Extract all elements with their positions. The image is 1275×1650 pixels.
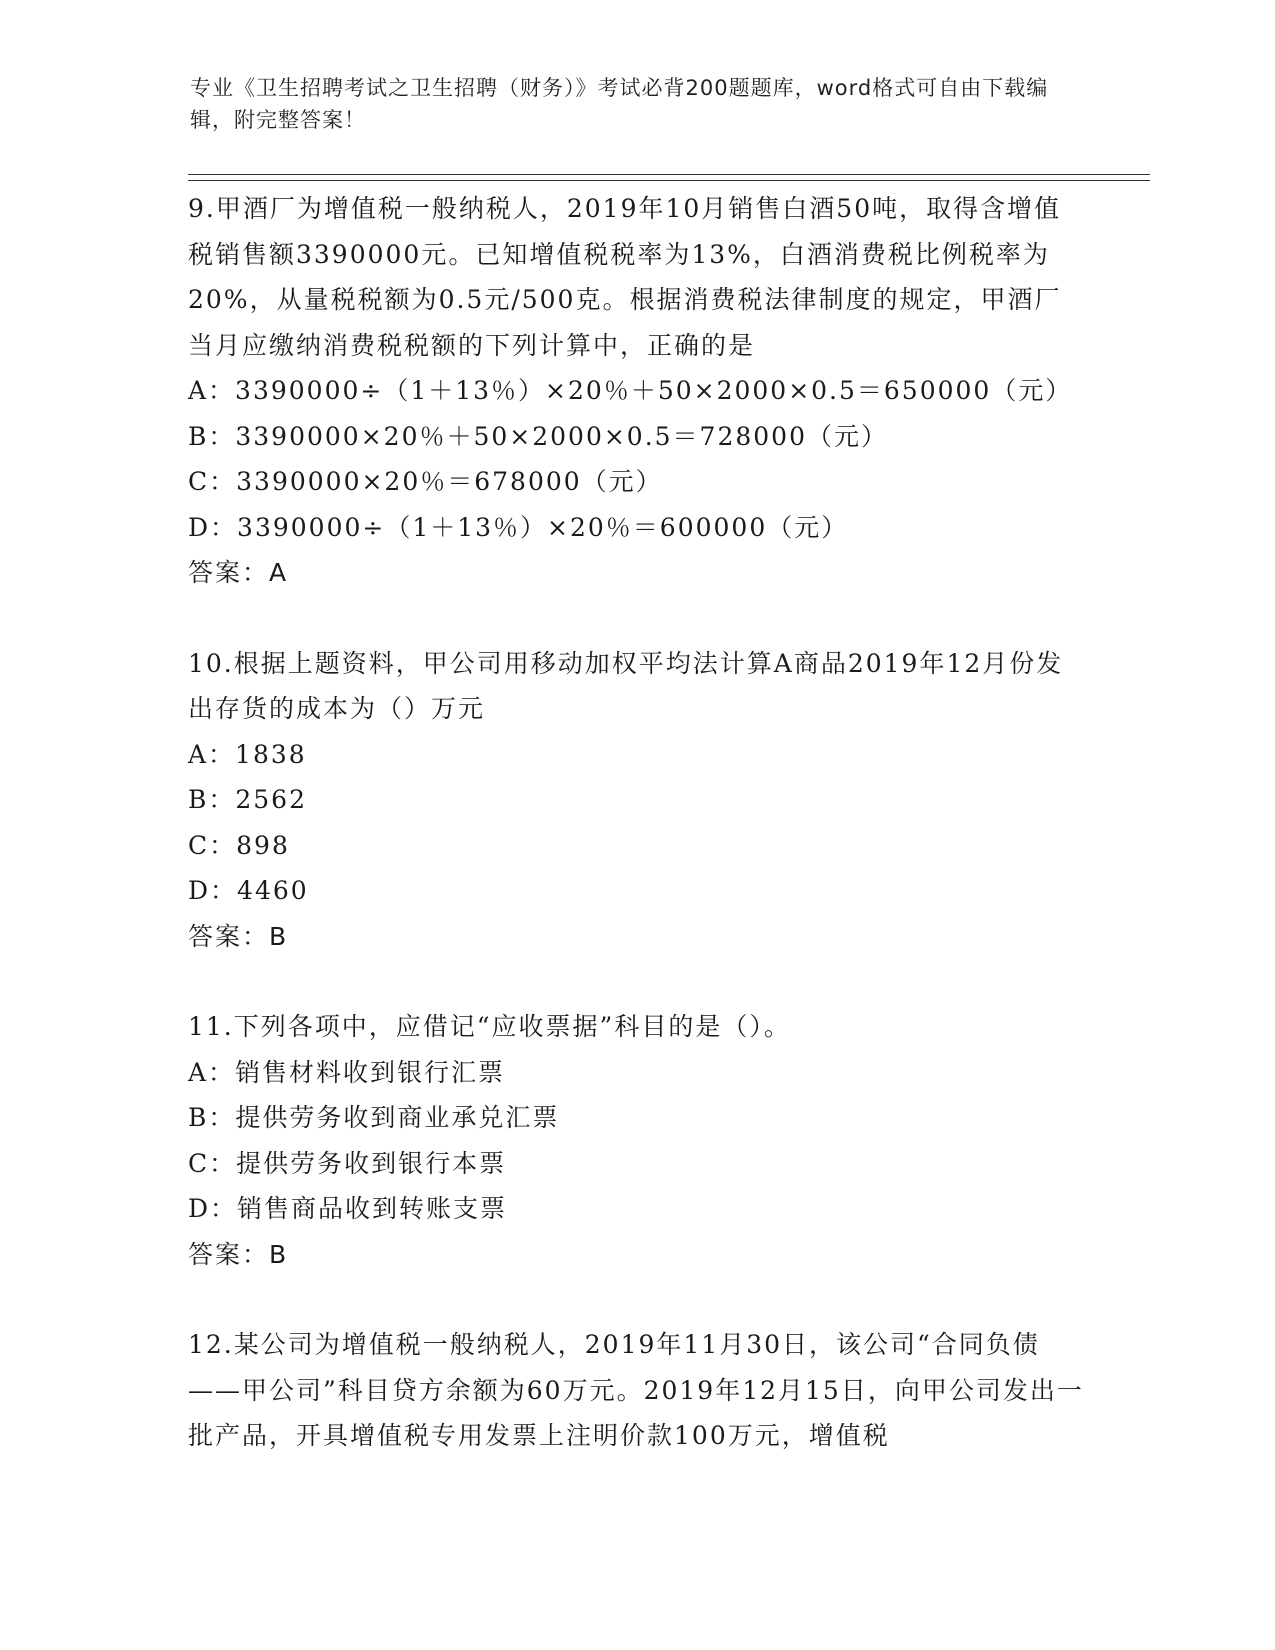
option-d: D：3390000÷（1＋13％）×20％＝600000（元） (188, 512, 849, 542)
option-c: C：898 (188, 830, 290, 860)
question-stem: 10.根据上题资料，甲公司用移动加权平均法计算A商品2019年12月份发出存货的成本为（）万元 (188, 648, 1064, 723)
spacer (188, 959, 1088, 1004)
option-c: C：提供劳务收到银行本票 (188, 1148, 507, 1178)
option-a: A：1838 (188, 739, 307, 769)
option-a: A：3390000÷（1＋13％）×20％＋50×2000×0.5＝650000（元） (188, 376, 1073, 405)
spacer (188, 596, 1088, 641)
question-stem: 11.下列各项中，应借记“应收票据”科目的是（）。 (188, 1012, 791, 1041)
option-a: A：销售材料收到银行汇票 (188, 1057, 506, 1087)
option-c: C：3390000×20％＝678000（元） (188, 467, 663, 496)
option-b: B：3390000×20％＋50×2000×0.5＝728000（元） (188, 421, 888, 451)
question-10 (188, 641, 1088, 914)
document-header (190, 72, 1090, 136)
option-d: D：4460 (188, 876, 309, 905)
option-b: B：提供劳务收到商业承兑汇票 (188, 1103, 560, 1132)
option-d: D：销售商品收到转账支票 (188, 1194, 508, 1223)
answer: 答案：B (188, 921, 289, 951)
header-title: 专业《卫生招聘考试之卫生招聘（财务）》考试必背200题题库，word格式可自由下载编辑，附完整答案！ (190, 76, 1049, 132)
option-b: B：2562 (188, 785, 307, 814)
answer: 答案：B (188, 1239, 289, 1269)
question-9 (188, 186, 1088, 550)
answer: 答案：A (188, 558, 289, 587)
question-stem: 12.某公司为增值税一般纳税人，2019年11月30日，该公司“合同负债——甲公司”科目贷方余额为60万元。2019年12月15日，向甲公司发出一批产品，开具增值税专用发票上注明价款100万元，增值税 (188, 1330, 1084, 1450)
question-list (188, 186, 1088, 1459)
spacer (188, 1277, 1088, 1322)
header-divider-bottom (188, 180, 1150, 181)
header-divider-top (188, 174, 1150, 175)
question-stem: 9.甲酒厂为增值税一般纳税人，2019年10月销售白酒50吨，取得含增值税销售额3390000元。已知增值税税率为13%，白酒消费税比例税率为20%，从量税税额为0.5元/500克。根据消费税法律制度的规定，甲酒厂当月应缴纳消费税税额的下列计算中，正确的是 (188, 194, 1062, 360)
question-12 (188, 1322, 1088, 1459)
question-11 (188, 1004, 1088, 1232)
